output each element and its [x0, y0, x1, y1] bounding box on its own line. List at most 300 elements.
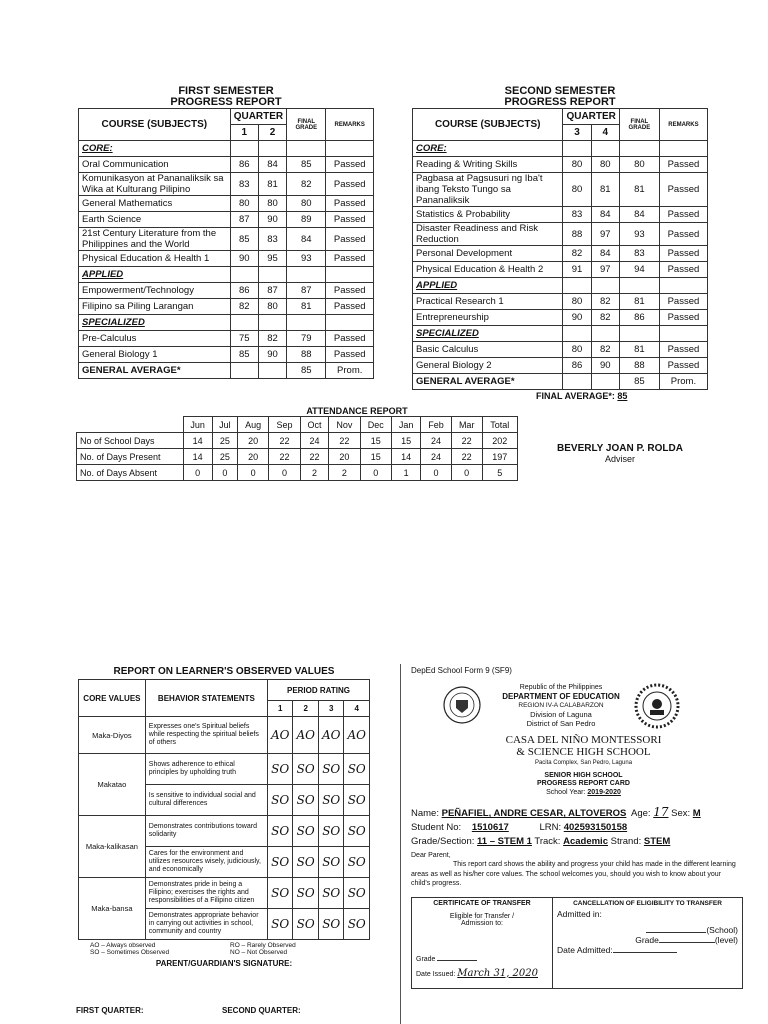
- period-rating-cell: SO: [293, 878, 319, 909]
- subject-name: Basic Calculus: [413, 342, 563, 358]
- period-rating-cell: SO: [293, 816, 319, 847]
- strand-value: STEM: [643, 836, 671, 847]
- attendance-cell: 25: [212, 433, 237, 449]
- section-row: [413, 278, 708, 294]
- final-grade-cell: 80: [619, 157, 659, 173]
- subject-name: GENERAL AVERAGE*: [413, 374, 563, 390]
- period-rating-cell: SO: [344, 909, 370, 940]
- final-grade-cell: [287, 315, 326, 331]
- final-grade-cell: 80: [287, 196, 326, 212]
- remarks-cell: [326, 315, 374, 331]
- col-behavior: BEHAVIOR STATEMENTS: [145, 680, 267, 717]
- quarter-grade-cell: [258, 267, 286, 283]
- remarks-cell: Passed: [326, 347, 374, 363]
- second-sem-grade-table: [412, 108, 708, 390]
- attendance-cell: 0: [212, 465, 237, 481]
- cert-title: CERTIFICATE OF TRANSFER: [433, 899, 531, 907]
- final-grade-cell: 85: [287, 363, 326, 379]
- remarks-cell: Passed: [659, 358, 707, 374]
- name-label: Name:: [411, 808, 439, 819]
- subject-name: Filipino sa Piling Larangan: [79, 299, 231, 315]
- attendance-month: Jun: [183, 417, 212, 433]
- attendance-month: Jul: [212, 417, 237, 433]
- remarks-cell: Passed: [659, 294, 707, 310]
- quarter-grade-cell: 85: [230, 347, 258, 363]
- final-average-value: 85: [617, 391, 628, 401]
- subject-name: Statistics & Probability: [413, 207, 563, 223]
- strand-label: Strand:: [610, 836, 642, 847]
- level-line: [557, 935, 738, 945]
- date-admitted-label: Date Admitted:: [557, 944, 613, 955]
- period-rating-cell: SO: [293, 785, 319, 816]
- period-rating-cell: SO: [344, 847, 370, 878]
- subject-name: Komunikasyon at Pananaliksik sa Wika at Kulturang Pilipino: [79, 173, 231, 196]
- attendance-cell: 197: [482, 449, 518, 465]
- subject-name: General Biology 1: [79, 347, 231, 363]
- transfer-box: [411, 897, 743, 989]
- card-title-line1: SENIOR HIGH SCHOOL: [544, 772, 623, 779]
- second-quarter-signature: SECOND QUARTER:: [222, 1006, 301, 1015]
- sex-label: Sex:: [671, 808, 691, 819]
- period-rating-cell: SO: [318, 754, 344, 785]
- quarter-grade-cell: [591, 141, 619, 157]
- attendance-cell: 0: [451, 465, 482, 481]
- attendance-cell: 20: [238, 449, 269, 465]
- subject-row: [79, 283, 374, 299]
- final-grade-cell: [619, 141, 659, 157]
- adviser-block: [540, 443, 700, 464]
- quarter-grade-cell: 90: [591, 358, 619, 374]
- core-value: Makatao: [79, 754, 146, 816]
- subject-name: Reading & Writing Skills: [413, 157, 563, 173]
- col-q3: 3: [563, 125, 591, 141]
- attendance-table: [76, 416, 518, 481]
- final-grade-cell: 81: [619, 173, 659, 207]
- republic-text: Republic of the Philippines: [519, 684, 603, 691]
- school-line-label: (School): [706, 924, 738, 935]
- subject-row: [413, 157, 708, 173]
- quarter-grade-cell: 83: [230, 173, 258, 196]
- attendance-cell: 202: [482, 433, 518, 449]
- attendance-cell: 24: [421, 449, 452, 465]
- final-grade-cell: 81: [287, 299, 326, 315]
- subject-name: GENERAL AVERAGE*: [79, 363, 231, 379]
- department-text: DEPARTMENT OF EDUCATION: [502, 692, 620, 701]
- section-label: APPLIED: [413, 278, 563, 294]
- period-rating-cell: SO: [344, 878, 370, 909]
- district-text: District of San Pedro: [526, 719, 596, 728]
- period-rating-cell: SO: [293, 847, 319, 878]
- final-grade-cell: [619, 278, 659, 294]
- section-label: SPECIALIZED: [79, 315, 231, 331]
- attendance-month: Feb: [421, 417, 452, 433]
- final-grade-cell: 84: [287, 228, 326, 251]
- attendance-month: Total: [482, 417, 518, 433]
- period-rating-cell: SO: [267, 754, 293, 785]
- remarks-cell: Passed: [326, 196, 374, 212]
- period-rating-cell: SO: [318, 847, 344, 878]
- period-rating-cell: AO: [293, 717, 319, 754]
- remarks-cell: Passed: [326, 283, 374, 299]
- quarter-grade-cell: 82: [258, 331, 286, 347]
- first-sem-subtitle: PROGRESS REPORT: [170, 96, 282, 108]
- quarter-grade-cell: 84: [258, 157, 286, 173]
- quarter-grade-cell: 95: [258, 251, 286, 267]
- lrn-value: 402593150158: [563, 822, 628, 833]
- final-grade-cell: 81: [619, 342, 659, 358]
- quarter-grade-cell: [591, 278, 619, 294]
- subject-name: Practical Research 1: [413, 294, 563, 310]
- subject-row: [79, 173, 374, 196]
- parent-letter: This report card shows the ability and progress your child has made in the different learning areas as well as his/her core values. The school welcomes you, should you wish to know about your child's progress.: [411, 861, 736, 887]
- attendance-cell: 22: [329, 433, 360, 449]
- col-remarks: REMARKS: [659, 109, 707, 141]
- cancel-title: CANCELLATION OF ELIGIBILITY TO TRANSFER: [573, 899, 722, 907]
- attendance-cell: 20: [238, 433, 269, 449]
- period-number: 3: [318, 701, 344, 717]
- behavior-statement: Is sensitive to individual social and cultural differences: [145, 785, 267, 816]
- period-rating-cell: SO: [344, 816, 370, 847]
- subject-row: [79, 196, 374, 212]
- period-rating-cell: SO: [267, 878, 293, 909]
- quarter-grade-cell: 88: [563, 223, 591, 246]
- quarter-grade-cell: [258, 315, 286, 331]
- attendance-cell: 2: [329, 465, 360, 481]
- period-rating-cell: SO: [293, 909, 319, 940]
- period-rating-cell: SO: [318, 785, 344, 816]
- subject-name: Pagbasa at Pagsusuri ng Iba't ibang Teksto Tungo sa Pananaliksik: [413, 173, 563, 207]
- col-remarks: REMARKS: [326, 109, 374, 141]
- general-average-row: [413, 374, 708, 390]
- student-age: 17: [653, 805, 669, 819]
- attendance-cell: 24: [300, 433, 329, 449]
- subject-name: Physical Education & Health 2: [413, 262, 563, 278]
- quarter-grade-cell: [230, 141, 258, 157]
- remarks-cell: Passed: [659, 207, 707, 223]
- col-period-rating: PERIOD RATING: [267, 680, 369, 701]
- school-logo-icon: [633, 682, 681, 730]
- quarter-grade-cell: 97: [591, 223, 619, 246]
- col-final: FINAL GRADE: [619, 109, 659, 141]
- subject-name: 21st Century Literature from the Philippines and the World: [79, 228, 231, 251]
- remarks-cell: Prom.: [659, 374, 707, 390]
- subject-row: [413, 294, 708, 310]
- deped-seal-icon: [443, 686, 481, 724]
- card-title-line2: PROGRESS REPORT CARD: [537, 780, 630, 787]
- remarks-cell: Passed: [659, 342, 707, 358]
- period-rating-cell: SO: [344, 754, 370, 785]
- quarter-grade-cell: 82: [591, 294, 619, 310]
- final-grade-cell: 94: [619, 262, 659, 278]
- student-no: 1510617: [471, 822, 509, 833]
- attendance-cell: 22: [269, 433, 300, 449]
- quarter-grade-cell: 80: [563, 342, 591, 358]
- track-value: Academic: [563, 836, 608, 847]
- quarter-grade-cell: 80: [563, 294, 591, 310]
- attendance-cell: 0: [269, 465, 300, 481]
- period-rating-cell: SO: [344, 785, 370, 816]
- attendance-month: Aug: [238, 417, 269, 433]
- remarks-cell: Passed: [659, 262, 707, 278]
- cert-date-label: Date Issued:: [416, 970, 456, 978]
- remarks-cell: Passed: [326, 251, 374, 267]
- first-quarter-signature: FIRST QUARTER:: [76, 1006, 144, 1015]
- subject-row: [413, 246, 708, 262]
- attendance-cell: 25: [212, 449, 237, 465]
- quarter-grade-cell: 87: [230, 212, 258, 228]
- attendance-row: [77, 433, 518, 449]
- subject-name: Oral Communication: [79, 157, 231, 173]
- remarks-cell: Passed: [326, 157, 374, 173]
- period-rating-cell: SO: [318, 816, 344, 847]
- period-number: 4: [344, 701, 370, 717]
- school-name-line2: & SCIENCE HIGH SCHOOL: [516, 746, 651, 758]
- remarks-cell: Passed: [659, 157, 707, 173]
- quarter-grade-cell: [563, 374, 591, 390]
- final-grade-cell: [619, 326, 659, 342]
- track-label: Track:: [534, 836, 561, 847]
- quarter-grade-cell: [230, 363, 258, 379]
- subject-row: [79, 157, 374, 173]
- school-line: [557, 925, 738, 935]
- quarter-grade-cell: 75: [230, 331, 258, 347]
- attendance-cell: 1: [391, 465, 420, 481]
- cert-grade-line: [437, 960, 477, 961]
- certificate-of-transfer: [412, 898, 553, 988]
- grade-value: 11 – STEM 1: [477, 836, 532, 847]
- school-year-label: School Year:: [546, 789, 586, 796]
- subject-row: [79, 251, 374, 267]
- subject-name: Entrepreneurship: [413, 310, 563, 326]
- attendance-row: [77, 465, 518, 481]
- final-grade-cell: [287, 141, 326, 157]
- school-name-line1: CASA DEL NIÑO MONTESSORI: [505, 734, 662, 746]
- age-label: Age:: [631, 808, 651, 819]
- attendance-row-label: No. of Days Absent: [77, 465, 184, 481]
- deped-header: [471, 683, 651, 728]
- section-label: APPLIED: [79, 267, 231, 283]
- final-grade-cell: 81: [619, 294, 659, 310]
- subject-row: [413, 342, 708, 358]
- legend-so: SO – Sometimes Observed: [90, 949, 170, 956]
- subject-name: Pre-Calculus: [79, 331, 231, 347]
- attendance-cell: 22: [300, 449, 329, 465]
- behavior-statement: Demonstrates pride in being a Filipino; exercises the rights and responsibilities of a Filipino citizen: [145, 878, 267, 909]
- core-value: Maka-kalikasan: [79, 816, 146, 878]
- subject-row: [79, 347, 374, 363]
- subject-name: General Biology 2: [413, 358, 563, 374]
- value-row: [79, 717, 370, 754]
- date-admitted: [557, 945, 738, 955]
- cert-grade-label: Grade: [416, 955, 436, 963]
- final-grade-cell: 85: [287, 157, 326, 173]
- period-rating-cell: SO: [267, 847, 293, 878]
- school-name: [411, 734, 756, 758]
- value-row: [79, 754, 370, 785]
- quarter-grade-cell: 82: [591, 342, 619, 358]
- final-average: [536, 391, 627, 401]
- section-row: [413, 141, 708, 157]
- period-rating-cell: SO: [267, 909, 293, 940]
- student-name: PEÑAFIEL, ANDRE CESAR, ALTOVEROS: [441, 808, 627, 819]
- second-sem-subtitle: PROGRESS REPORT: [504, 96, 616, 108]
- col-q1: 1: [230, 125, 258, 141]
- final-grade-cell: 84: [619, 207, 659, 223]
- remarks-cell: [659, 326, 707, 342]
- quarter-grade-cell: [591, 326, 619, 342]
- lrn-label: LRN:: [539, 822, 562, 833]
- attendance-month: Dec: [360, 417, 391, 433]
- subject-row: [413, 358, 708, 374]
- adviser-name: BEVERLY JOAN P. ROLDA: [557, 443, 683, 454]
- behavior-statement: Demonstrates contributions toward solidarity: [145, 816, 267, 847]
- subject-name: Earth Science: [79, 212, 231, 228]
- subject-name: Disaster Readiness and Risk Reduction: [413, 223, 563, 246]
- subject-row: [413, 207, 708, 223]
- quarter-grade-cell: 80: [563, 173, 591, 207]
- subject-name: Physical Education & Health 1: [79, 251, 231, 267]
- school-year: [411, 788, 756, 797]
- quarter-grade-cell: 80: [230, 196, 258, 212]
- first-sem-grade-table: [78, 108, 374, 379]
- section-label: CORE:: [413, 141, 563, 157]
- section-label: SPECIALIZED: [413, 326, 563, 342]
- attendance-cell: 5: [482, 465, 518, 481]
- quarter-grade-cell: 90: [258, 347, 286, 363]
- attendance-month: Oct: [300, 417, 329, 433]
- col-course: COURSE (SUBJECTS): [413, 109, 563, 141]
- quarter-grade-cell: 86: [563, 358, 591, 374]
- cert-date-value: March 31, 2020: [457, 967, 538, 979]
- attendance-corner: [77, 417, 184, 433]
- legend-ro: RO – Rarely Observed: [230, 942, 296, 949]
- grade-label: Grade/Section:: [411, 836, 475, 847]
- section-row: [79, 141, 374, 157]
- quarter-grade-cell: [563, 278, 591, 294]
- values-title: REPORT ON LEARNER'S OBSERVED VALUES: [113, 666, 335, 677]
- quarter-grade-cell: [563, 141, 591, 157]
- quarter-grade-cell: 86: [230, 157, 258, 173]
- quarter-grade-cell: [563, 326, 591, 342]
- attendance-cell: 22: [269, 449, 300, 465]
- attendance-month: Jan: [391, 417, 420, 433]
- attendance-cell: 15: [391, 433, 420, 449]
- cert-date: [416, 968, 538, 979]
- col-final: FINAL GRADE: [287, 109, 326, 141]
- remarks-cell: [326, 141, 374, 157]
- quarter-grade-cell: 80: [258, 299, 286, 315]
- form-label: DepEd School Form 9 (SF9): [411, 666, 512, 675]
- attendance-cell: 0: [238, 465, 269, 481]
- attendance-cell: 0: [183, 465, 212, 481]
- attendance-row-label: No. of Days Present: [77, 449, 184, 465]
- remarks-cell: [659, 278, 707, 294]
- core-value: Maka-Diyos: [79, 717, 146, 754]
- subject-row: [413, 262, 708, 278]
- col-q4: 4: [591, 125, 619, 141]
- subject-row: [79, 212, 374, 228]
- attendance-row-label: No of School Days: [77, 433, 184, 449]
- quarter-grade-cell: 83: [563, 207, 591, 223]
- attendance-cell: 14: [391, 449, 420, 465]
- period-rating-cell: SO: [267, 785, 293, 816]
- quarter-grade-cell: 82: [230, 299, 258, 315]
- report-card: [400, 664, 756, 1024]
- core-value: Maka-bansa: [79, 878, 146, 940]
- attendance-cell: 0: [360, 465, 391, 481]
- student-sex: M: [692, 808, 701, 819]
- first-semester-report: [78, 86, 374, 379]
- quarter-grade-cell: 84: [591, 207, 619, 223]
- value-row: [79, 816, 370, 847]
- period-rating-cell: AO: [344, 717, 370, 754]
- general-average-row: [79, 363, 374, 379]
- quarter-grade-cell: 85: [230, 228, 258, 251]
- attendance-cell: 15: [360, 449, 391, 465]
- quarter-grade-cell: 80: [258, 196, 286, 212]
- period-rating-cell: AO: [267, 717, 293, 754]
- period-rating-cell: SO: [318, 878, 344, 909]
- behavior-statement: Shows adherence to ethical principles by upholding truth: [145, 754, 267, 785]
- attendance-cell: 2: [300, 465, 329, 481]
- admitted-in: Admitted in:: [557, 908, 602, 919]
- remarks-cell: Passed: [326, 212, 374, 228]
- period-rating-cell: AO: [318, 717, 344, 754]
- final-grade-cell: 93: [287, 251, 326, 267]
- quarter-grade-cell: 80: [591, 157, 619, 173]
- quarter-grade-cell: 82: [563, 246, 591, 262]
- remarks-cell: [326, 267, 374, 283]
- period-number: 1: [267, 701, 293, 717]
- school-year-value: 2019-2020: [587, 789, 621, 796]
- student-no-label: Student No:: [411, 822, 462, 833]
- student-name-row: [411, 805, 756, 821]
- first-sem-title: FIRST SEMESTER: [178, 85, 274, 97]
- attendance-cell: 20: [329, 449, 360, 465]
- region-text: REGION IV-A CALABARZON: [518, 702, 604, 709]
- attendance-row: [77, 449, 518, 465]
- quarter-grade-cell: 97: [591, 262, 619, 278]
- final-grade-cell: 82: [287, 173, 326, 196]
- section-row: [79, 267, 374, 283]
- section-label: CORE:: [79, 141, 231, 157]
- final-grade-cell: 93: [619, 223, 659, 246]
- remarks-cell: Passed: [659, 310, 707, 326]
- attendance-title: ATTENDANCE REPORT: [306, 406, 408, 416]
- attendance-cell: 24: [421, 433, 452, 449]
- subject-row: [79, 228, 374, 251]
- attendance-cell: 22: [451, 449, 482, 465]
- remarks-cell: Passed: [659, 246, 707, 262]
- subject-row: [413, 310, 708, 326]
- attendance-report: [76, 406, 518, 481]
- attendance-cell: 22: [451, 433, 482, 449]
- final-grade-cell: 79: [287, 331, 326, 347]
- remarks-cell: Passed: [326, 173, 374, 196]
- attendance-cell: 14: [183, 433, 212, 449]
- quarter-grade-cell: [230, 267, 258, 283]
- attendance-cell: 0: [421, 465, 452, 481]
- quarter-grade-cell: 81: [258, 173, 286, 196]
- legend-ao: AO – Always observed: [90, 942, 156, 949]
- period-rating-cell: SO: [267, 816, 293, 847]
- quarter-grade-cell: 90: [230, 251, 258, 267]
- subject-name: Empowerment/Technology: [79, 283, 231, 299]
- final-grade-cell: 88: [619, 358, 659, 374]
- remarks-cell: Passed: [326, 331, 374, 347]
- col-quarter: QUARTER: [563, 109, 619, 125]
- col-course: COURSE (SUBJECTS): [79, 109, 231, 141]
